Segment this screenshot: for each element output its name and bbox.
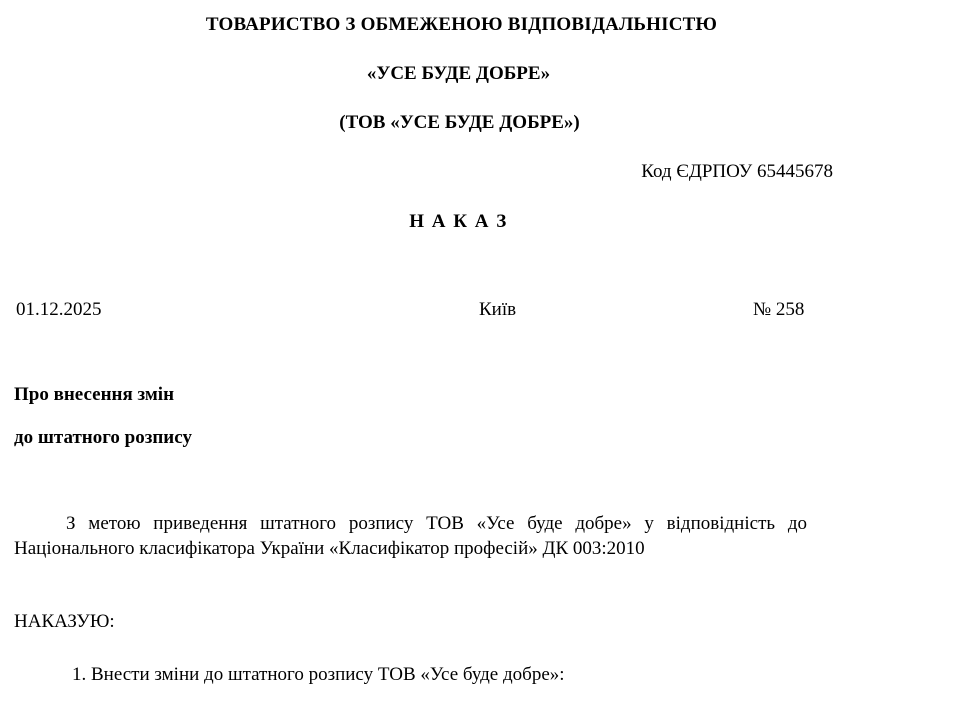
order-heading: Н А К А З [409,211,508,232]
organization-short-name: (ТОВ «УСЕ БУДЕ ДОБРЕ») [339,112,580,133]
order-number: № 258 [753,299,805,320]
order-item-1: 1. Внести зміни до штатного розпису ТОВ «Усе буде добре»: [72,663,565,685]
order-subject-line-1: Про внесення змін [14,384,175,405]
order-subject-line-2: до штатного розпису [14,427,192,448]
organization-name-line-1: ТОВАРИСТВО З ОБМЕЖЕНОЮ ВІДПОВІДАЛЬНІСТЮ [205,14,718,35]
order-date: 01.12.2025 [16,299,102,320]
order-city: Київ [479,299,517,320]
order-preamble: З метою приведення штатного розпису ТОВ «Усе буде добре» у відповідність до Національного класифікатора України «Класифікатор професій» ДК 003:2010 [14,513,807,560]
organization-name-line-2: «УСЕ БУДЕ ДОБРЕ» [366,63,551,84]
order-command-word: НАКАЗУЮ: [14,610,115,632]
edrpou-code: Код ЄДРПОУ 65445678 [641,161,833,182]
order-meta-row [14,299,899,323]
